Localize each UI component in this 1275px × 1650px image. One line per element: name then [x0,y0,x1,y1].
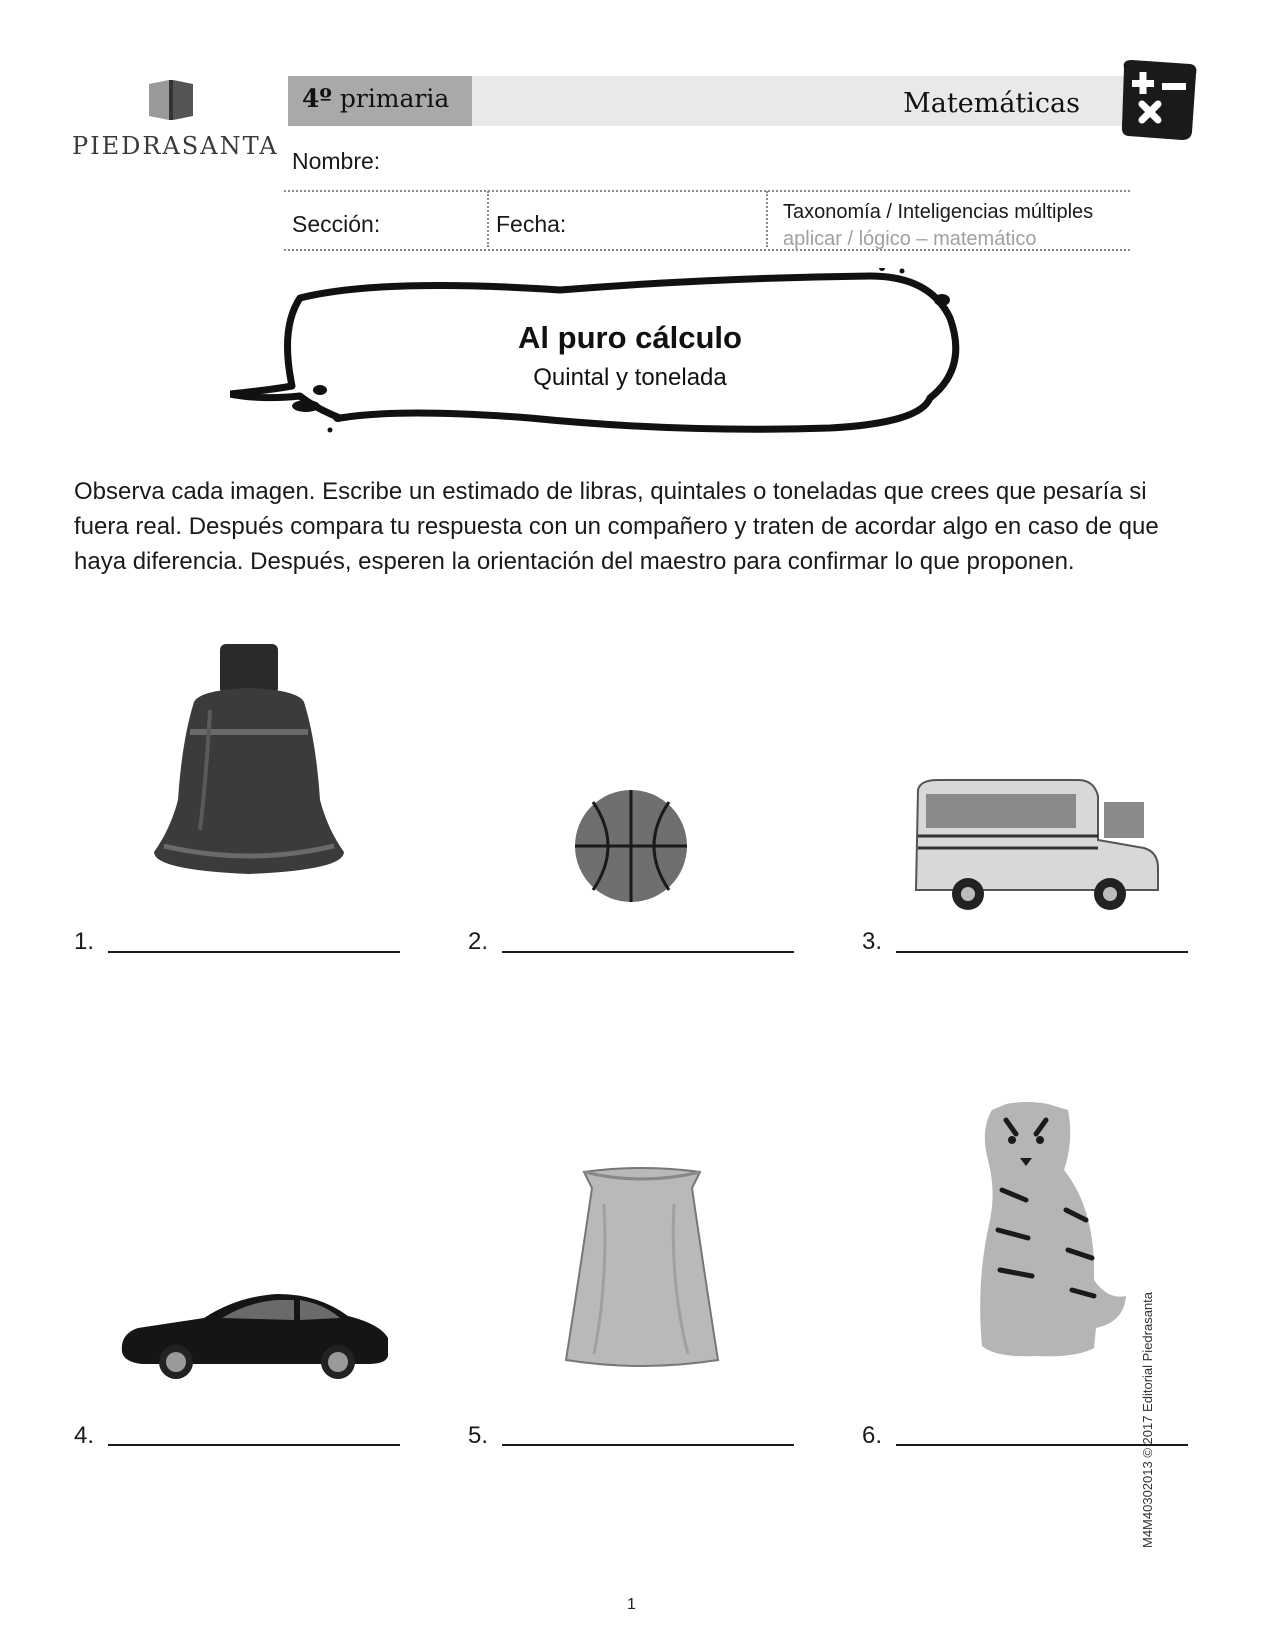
bell-image [150,640,348,884]
logo-book-icon [145,76,197,124]
sack-image [564,1164,720,1372]
school-bus-image [908,776,1162,916]
car-image [118,1290,392,1380]
grade-word: primaria [339,84,450,113]
taxonomy-value: aplicar / lógico – matemático [783,228,1037,250]
grade-number: 4º [302,84,332,113]
fecha-label: Fecha: [496,211,567,237]
activity-title: Al puro cálculo [518,320,742,355]
answer-line-1[interactable] [108,951,400,953]
seccion-label: Sección: [292,211,381,237]
item-number: 6. [862,1422,883,1449]
subject-title: Matemáticas [903,88,1080,119]
taxonomy-label: Taxonomía / Inteligencias múltiples [783,201,1094,223]
item-number: 1. [74,928,95,955]
item-number: 3. [862,928,883,955]
copyright-note: M4M40302013 © 2017 Editorial Piedrasanta [1140,1291,1155,1548]
page-number: 1 [627,1596,636,1613]
grade-label [302,84,449,113]
activity-subtitle: Quintal y tonelada [533,364,727,391]
title-bubble [230,268,990,458]
item-number: 4. [74,1422,95,1449]
item-number: 2. [468,928,489,955]
divider-vertical-1 [487,191,489,247]
answer-line-3[interactable] [896,951,1188,953]
tiger-image [976,1100,1130,1362]
plus-minus-times-icon [1118,58,1198,142]
divider-bottom [284,249,1130,251]
basketball-image [573,788,689,904]
answer-line-2[interactable] [502,951,794,953]
answer-line-5[interactable] [502,1444,794,1446]
answer-line-4[interactable] [108,1444,400,1446]
divider-vertical-2 [766,191,768,247]
publisher-logo: PIEDRASANTA [72,132,279,160]
item-number: 5. [468,1422,489,1449]
nombre-label: Nombre: [292,148,381,174]
instructions-paragraph: Observa cada imagen. Escribe un estimado de libras, quintales o toneladas que crees que pesaría si fuera real. Después compara tu respuesta con un compañero y traten de acordar algo en caso de que haya diferencia. Después, esperen la orientación del maestro para confirmar lo que proponen. [74,478,1159,575]
divider-top [284,190,1130,192]
